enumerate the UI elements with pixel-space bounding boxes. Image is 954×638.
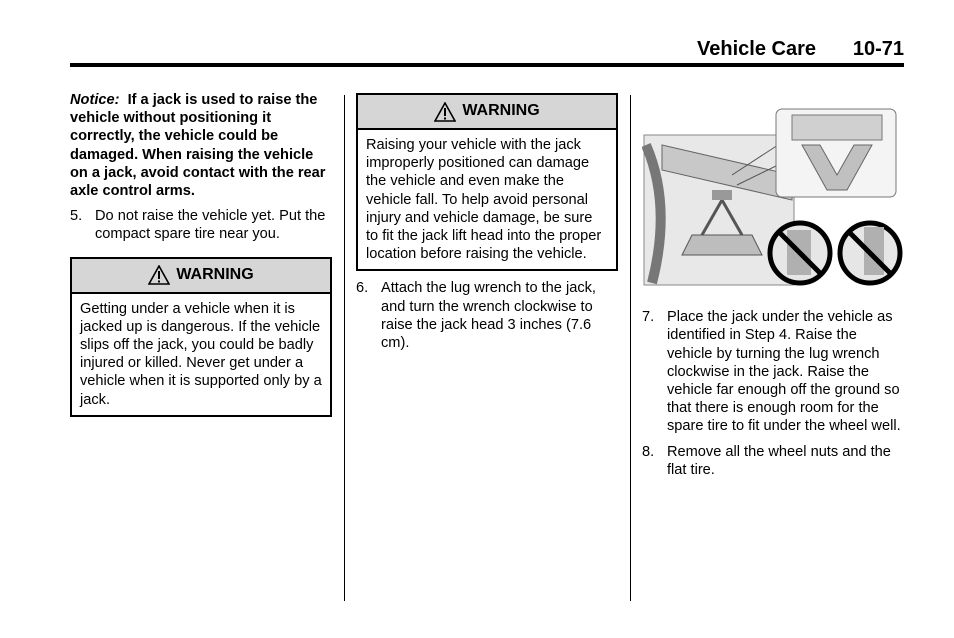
column-1	[70, 91, 332, 417]
page-number: 10-71	[852, 38, 904, 60]
step-text: Attach the lug wrench to the jack, and turn the wrench clockwise to raise the jack head 3 inches (7.6 cm).	[381, 280, 596, 352]
warning-text: Getting under a vehicle when it is jacked up is dangerous. If the vehicle slips off the jack, you could be badly injured or killed. Never get under a vehicle when it is supported only by a jack.	[80, 300, 322, 408]
step-text: Remove all the wheel nuts and the flat tire.	[667, 443, 891, 478]
notice-paragraph	[70, 91, 332, 200]
warning-title: WARNING	[462, 102, 540, 120]
warning-icon	[148, 265, 170, 285]
column-3	[642, 105, 904, 479]
step-number: 7.	[642, 309, 655, 326]
section-title: Vehicle Care	[697, 38, 816, 60]
jack-position-illustration	[642, 105, 904, 295]
step-7	[642, 308, 904, 435]
warning-icon	[434, 102, 456, 122]
step-number: 6.	[356, 280, 369, 297]
warning-text: Raising your vehicle with the jack improperly positioned can damage the vehicle and even make the vehicle fall. To help avoid personal injury and vehicle damage, be sure to fit the jack lift head into the proper location before raising the vehicle.	[366, 137, 602, 263]
step-text: Do not raise the vehicle yet. Put the compact spare tire near you.	[95, 208, 326, 243]
column-2	[356, 93, 618, 352]
warning-header	[72, 259, 330, 294]
header-rule	[70, 63, 904, 67]
notice-label: Notice:	[70, 92, 120, 108]
column-divider	[630, 95, 631, 601]
step-text: Place the jack under the vehicle as identified in Step 4. Raise the vehicle by turning the lug wrench clockwise in the jack. Raise the vehicle far enough off the ground so that there is enough room for the spare tire to fit under the wheel well.	[667, 309, 901, 435]
warning-header	[358, 95, 616, 130]
step-6	[356, 279, 618, 352]
step-number: 5.	[70, 208, 83, 225]
warning-box	[70, 257, 332, 417]
step-5	[70, 207, 332, 243]
notice-text: If a jack is used to raise the vehicle without positioning it correctly, the vehicle could be damaged. When raising the vehicle on a jack, avoid contact with the rear axle control arms.	[70, 92, 326, 200]
warning-title: WARNING	[176, 266, 254, 284]
step-8	[642, 443, 904, 479]
step-number: 8.	[642, 443, 655, 460]
warning-box	[356, 93, 618, 271]
page-header	[70, 38, 904, 62]
column-divider	[344, 95, 345, 601]
